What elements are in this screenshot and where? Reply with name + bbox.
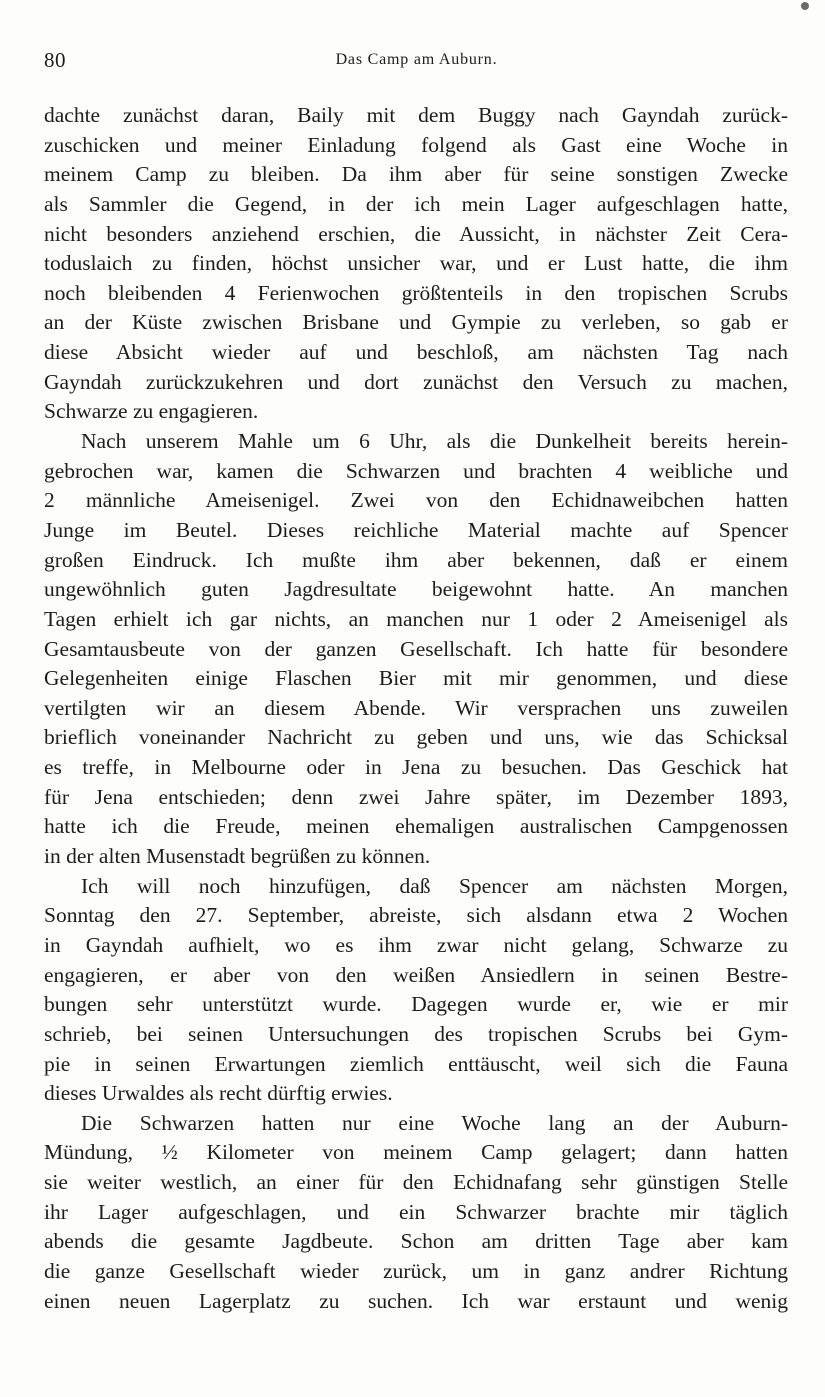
text-line: dachte zunächst daran, Baily mit dem Buggy nach Gayndah zurück- bbox=[44, 103, 788, 127]
text-line: Die Schwarzen hatten nur eine Woche lang an der Auburn- bbox=[81, 1110, 788, 1135]
text-line: diese Absicht wieder auf und beschloß, am nächsten Tag nach bbox=[44, 340, 788, 365]
text-line: die ganze Gesellschaft wieder zurück, um in ganz andrer Richtung bbox=[44, 1258, 788, 1283]
running-head: Das Camp am Auburn. bbox=[335, 51, 498, 68]
text-line: Ich will noch hinzufügen, daß Spencer am nächsten Morgen, bbox=[81, 873, 788, 898]
text-line: noch bleibenden 4 Ferienwochen größtenteils in den tropischen Scrubs bbox=[44, 280, 788, 305]
text-line: brieflich voneinander Nachricht zu geben und uns, wie das Schicksal bbox=[44, 725, 788, 750]
text-line: für Jena entschieden; denn zwei Jahre später, im Dezember 1893, bbox=[44, 784, 788, 809]
page-header bbox=[44, 48, 789, 80]
text-line: einen neuen Lagerplatz zu suchen. Ich war erstaunt und wenig bbox=[44, 1288, 788, 1313]
text-line: in der alten Musenstadt begrüßen zu können. bbox=[44, 844, 431, 869]
text-line: Nach unserem Mahle um 6 Uhr, als die Dunkelheit bereits herein- bbox=[81, 429, 788, 454]
text-line: es treffe, in Melbourne oder in Jena zu besuchen. Das Geschick hat bbox=[44, 755, 788, 780]
text-line: zuschicken und meiner Einladung folgend als Gast eine Woche in bbox=[44, 132, 788, 157]
paragraph bbox=[44, 1109, 788, 1316]
text-line: Sonntag den 27. September, abreiste, sich alsdann etwa 2 Wochen bbox=[44, 903, 788, 928]
text-line: als Sammler die Gegend, in der ich mein Lager aufgeschlagen hatte, bbox=[44, 191, 788, 216]
text-line: an der Küste zwischen Brisbane und Gympie zu verleben, so gab er bbox=[44, 310, 788, 335]
text-line: Gelegenheiten einige Flaschen Bier mit mir genommen, und diese bbox=[44, 666, 788, 691]
paragraph bbox=[44, 101, 788, 427]
text-line: schrieb, bei seinen Untersuchungen des tropischen Scrubs bei Gym- bbox=[44, 1021, 788, 1046]
text-line: ihr Lager aufgeschlagen, und ein Schwarzer brachte mir täglich bbox=[44, 1199, 788, 1224]
paragraph bbox=[44, 427, 788, 872]
text-line: engagieren, er aber von den weißen Ansiedlern in seinen Bestre- bbox=[44, 962, 788, 987]
text-line: Tagen erhielt ich gar nichts, an manchen nur 1 oder 2 Ameisenigel als bbox=[44, 606, 788, 631]
text-line: Gayndah zurückzukehren und dort zunächst den Versuch zu machen, bbox=[44, 369, 788, 394]
text-line: vertilgten wir an diesem Abende. Wir versprachen uns zuweilen bbox=[44, 695, 788, 720]
page-number: 80 bbox=[44, 48, 66, 72]
paragraph bbox=[44, 872, 788, 1109]
text-line: dieses Urwaldes als recht dürftig erwies. bbox=[44, 1081, 393, 1106]
text-line: sie weiter westlich, an einer für den Echidnafang sehr günstigen Stelle bbox=[44, 1170, 788, 1195]
text-line: Schwarze zu engagieren. bbox=[44, 399, 259, 424]
text-line: abends die gesamte Jagdbeute. Schon am dritten Tage aber kam bbox=[44, 1229, 788, 1254]
text-line: hatte ich die Freude, meinen ehemaligen australischen Campgenossen bbox=[44, 814, 788, 839]
text-line: Junge im Beutel. Dieses reichliche Material machte auf Spencer bbox=[44, 517, 788, 542]
ink-speck bbox=[801, 2, 809, 10]
text-line: ungewöhnlich guten Jagdresultate beigewohnt hatte. An manchen bbox=[44, 577, 788, 602]
text-line: gebrochen war, kamen die Schwarzen und brachten 4 weibliche und bbox=[44, 458, 788, 483]
text-line: pie in seinen Erwartungen ziemlich enttäuscht, weil sich die Fauna bbox=[44, 1051, 788, 1076]
text-line: Gesamtausbeute von der ganzen Gesellschaft. Ich hatte für besondere bbox=[44, 636, 788, 661]
text-line: toduslaich zu finden, höchst unsicher war, und er Lust hatte, die ihm bbox=[44, 251, 788, 276]
text-line: bungen sehr unterstützt wurde. Dagegen wurde er, wie er mir bbox=[44, 992, 788, 1017]
body-text bbox=[44, 101, 788, 1316]
text-line: nicht besonders anziehend erschien, die Aussicht, in nächster Zeit Cera- bbox=[44, 221, 788, 246]
text-line: Mündung, ½ Kilometer von meinem Camp gelagert; dann hatten bbox=[44, 1140, 788, 1165]
text-line: meinem Camp zu bleiben. Da ihm aber für seine sonstigen Zwecke bbox=[44, 162, 788, 187]
text-line: 2 männliche Ameisenigel. Zwei von den Echidnaweibchen hatten bbox=[44, 488, 788, 513]
text-line: in Gayndah aufhielt, wo es ihm zwar nicht gelang, Schwarze zu bbox=[44, 932, 788, 957]
text-line: großen Eindruck. Ich mußte ihm aber bekennen, daß er einem bbox=[44, 547, 788, 572]
